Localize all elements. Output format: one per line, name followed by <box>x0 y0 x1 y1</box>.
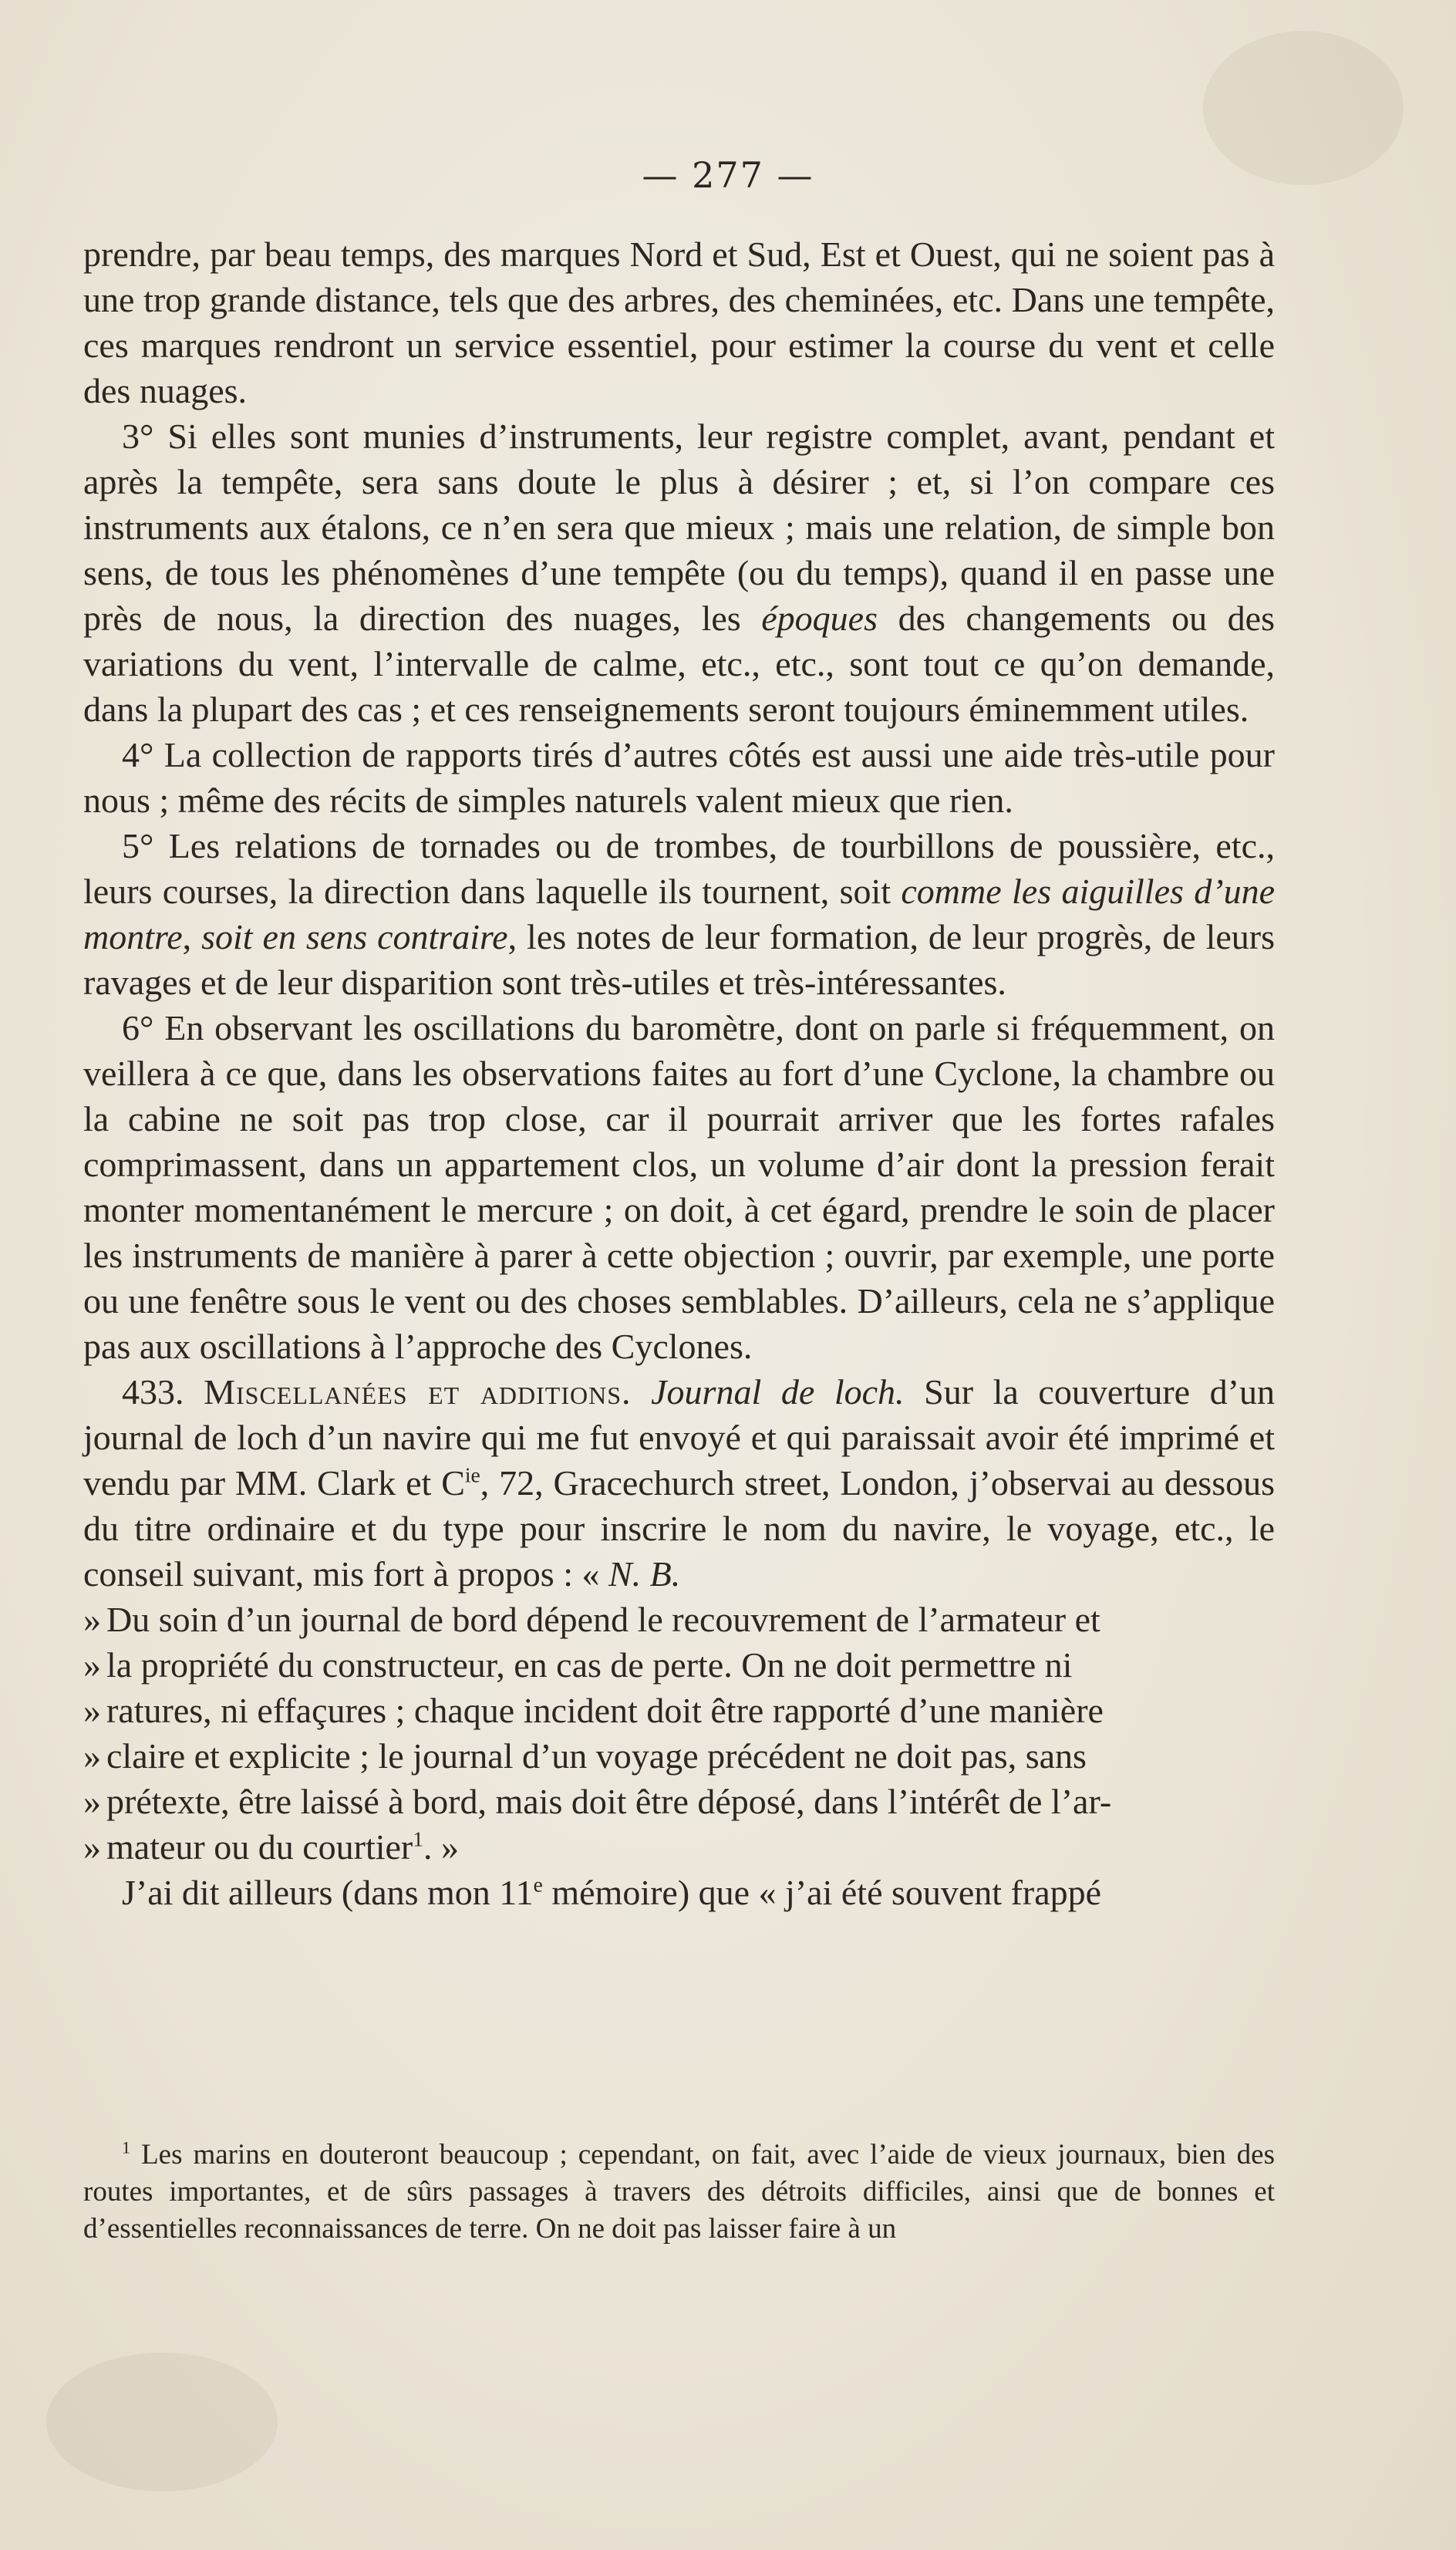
paragraph-text: mémoire) que « j’ai été souvent frappé <box>551 1873 1102 1912</box>
paragraph-item-6: 6° En observant les oscillations du baromètre, dont on parle si fréquemment, on veillera à ce que, dans les observations faites au fort d’une Cyclone, la chambre ou la cabine ne soit pas trop close, car il pourrait arriver que les fortes rafales comprimassent, dans un appartement clos, un volume d’air dont la pression ferait monter momentanément le mercure ; on doit, à cet égard, prendre le soin de placer les instruments de manière à parer à cette objection ; ouvrir, par exemple, une porte ou une fenêtre sous le vent ou des choses semblables. D’ailleurs, cela ne s’applique pas aux oscillations à l’approche des Cyclones. <box>83 1008 1275 1366</box>
quote-line <box>83 1824 1275 1870</box>
quote-text: la propriété du constructeur, en cas de perte. On ne doit permettre ni <box>106 1645 1073 1685</box>
section-heading: Miscellanées et additions. <box>204 1372 632 1412</box>
footnote-text: Les marins en douteront beaucoup ; cependant, on fait, avec l’aide de vieux journaux, bien des routes importantes, et de sûrs passages à travers des détroits difficiles, ainsi que de bonnes et d’essentielles reconnaissances de terre. On ne doit pas laisser faire à un <box>83 2139 1276 2245</box>
quote-text: claire et explicite ; le journal d’un voyage précédent ne doit pas, sans <box>106 1736 1087 1776</box>
paragraph-item-5 <box>83 823 1275 1005</box>
paragraph-continuation: prendre, par beau temps, des marques Nord et Sud, Est et Ouest, qui ne soient pas à une trop grande distance, tels que des arbres, des cheminées, etc. Dans une tempête, ces marques rendront un service essentiel, pour estimer la course du vent et celle des nuages. <box>83 234 1275 410</box>
nota-bene: N. B. <box>608 1554 681 1594</box>
quote-mark: » <box>83 1782 101 1821</box>
paragraph-item-4: 4° La collection de rapports tirés d’autres côtés est aussi une aide très-utile pour nous ; même des récits de simples naturels valent mieux que rien. <box>83 735 1275 820</box>
quote-mark: » <box>83 1736 101 1776</box>
section-433 <box>83 1369 1275 1597</box>
paragraph-text: J’ai dit ailleurs (dans mon 11 <box>122 1873 534 1912</box>
quote-mark: » <box>83 1827 101 1867</box>
quote-open: « <box>581 1554 608 1594</box>
paragraph-item-3 <box>83 413 1275 732</box>
quote-line <box>83 1688 1275 1733</box>
footnote-ref: 1 <box>413 1826 424 1851</box>
quote-close: . » <box>423 1827 460 1867</box>
footnote <box>83 2137 1275 2248</box>
paragraph-text: , 72, Gracechurch street, London, j’observai au dessous du titre ordinaire et du type pour inscrire le nom du navire, le voyage, etc., le conseil suivant, mis fort à propos : <box>83 1463 1276 1594</box>
paragraph-text: 5° Les relations de tornades ou de trombes, de tourbillons de poussière, etc., leurs courses, la direction dans laquelle ils tournent, soit <box>83 826 1275 911</box>
quote-text: mateur ou du courtier <box>106 1827 413 1867</box>
quote-mark: » <box>83 1645 101 1685</box>
paragraph-text: des changements ou des variations du vent, l’intervalle de calme, etc., etc., sont tout ce qu’on demande, dans la plupart des cas ; et ces renseignements seront toujours éminemment utiles. <box>83 599 1275 729</box>
paragraph-final <box>83 1870 1275 1915</box>
paragraph-text: Sur la couverture d’un journal de loch d’un navire qui me fut envoyé et qui paraissait avoir été imprimé et vendu par MM. Clark et C <box>83 1372 1275 1503</box>
quote-line <box>83 1779 1275 1824</box>
emphasis-text: soit en sens contraire <box>201 917 508 956</box>
footnote-area <box>83 2137 1275 2248</box>
section-number: 433. <box>122 1372 184 1412</box>
quote-line <box>83 1733 1275 1779</box>
punctuation: , <box>182 917 192 956</box>
quote-mark: » <box>83 1691 101 1730</box>
quote-mark: » <box>83 1600 101 1639</box>
emphasis-text: comme les aiguilles d’une montre <box>83 872 1276 956</box>
page-number: — 277 — <box>642 154 814 196</box>
quote-text: prétexte, être laissé à bord, mais doit être déposé, dans l’intérêt de l’ar- <box>106 1782 1112 1821</box>
footnote-marker: 1 <box>122 2137 131 2157</box>
body-text <box>83 231 1275 1915</box>
superscript: e <box>533 1872 543 1897</box>
superscript: ie <box>464 1462 480 1487</box>
paragraph-text: , les notes de leur formation, de leur progrès, de leurs ravages et de leur disparition sont très-utiles et très-intéressantes. <box>83 917 1276 1002</box>
quote-line <box>83 1597 1275 1642</box>
quote-text: ratures, ni effaçures ; chaque incident doit être rapporté d’une manière <box>106 1691 1104 1730</box>
paragraph-text: 3° Si elles sont munies d’instruments, leur registre complet, avant, pendant et après la tempête, sera sans doute le plus à désirer ; et, si l’on compare ces instruments aux étalons, ce n’en sera que mieux ; mais une relation, de simple bon sens, de tous les phénomènes d’une tempête (ou du temps), quand il en passe une près de nous, la direction des nuages, les <box>83 417 1275 638</box>
quote-line <box>83 1642 1275 1688</box>
quote-text: Du soin d’un journal de bord dépend le recouvrement de l’armateur et <box>106 1600 1100 1639</box>
section-subheading: Journal de loch. <box>651 1372 905 1412</box>
paper-stain <box>46 2353 278 2491</box>
emphasis-text: époques <box>761 599 878 638</box>
